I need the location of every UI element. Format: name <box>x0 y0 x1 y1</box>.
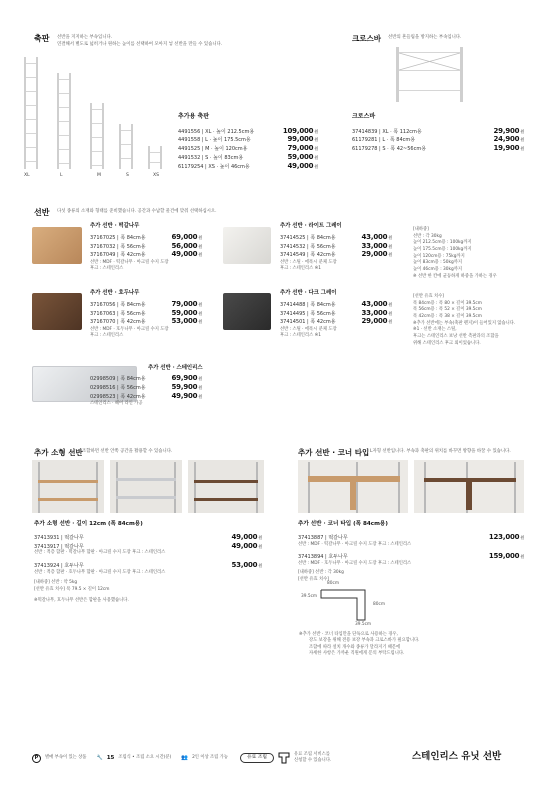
size-xs: XS <box>153 173 160 178</box>
size-l: L <box>60 173 63 178</box>
dim-top: 80cm <box>327 581 340 586</box>
table-row: 02998523 | 폭 42cm용 49,900원 <box>90 391 202 400</box>
oak-shelf-block: 추가 선반 · 떡갈나무 37167025 | 폭 84cm용 69,000원 37167032 | 폭 56cm용 56,000원 37167049 | 폭 42cm용 49,000원 선반 : MDF · 떡갈나무 · 아크릴 수지 도장 후크 : 스테인리스 <box>90 223 202 272</box>
table-row: 37167032 | 폭 56cm용 56,000원 <box>90 241 202 250</box>
oak-shelf-image <box>32 227 82 264</box>
stainless-price-table: 02998509 | 폭 84cm용 69,900원 02998516 | 폭 56cm용 59,900원 02998523 | 폭 42cm용 49,900원 스테인리스 · 헤어 라인 가공 <box>90 374 202 407</box>
walnut-shelf-block: 추가 선반 · 호두나무 37167056 | 폭 84cm용 79,000원 37167063 | 폭 56cm용 59,000원 37167070 | 폭 42cm용 53,000원 선반 : MDF · 호두나무 · 아크릴 수지 도장 후크 : 스테인리스 <box>90 290 202 339</box>
small-shelf-photo-3 <box>188 460 264 513</box>
dim-right: 80cm <box>373 602 386 607</box>
corner-shelf-table: 추가 선반 · 코너 타입 (폭 84cm용) 37413887 | 떡갈나무 123,000원 선반 : MDF · 떡갈나무 · 아크릴 수지 도장 후크 : 스테인리스 37413894 | 호두나무 159,000원 선반 : MDF · 호두나무 · 아크릴 수지 도장 후크 : 스테인리스 [내하중] 선반 : 각 30kg [선반 유효 치수] <box>298 521 524 582</box>
dim-left: 39.5cm <box>301 594 318 599</box>
small-shelf-photo-1 <box>32 460 104 513</box>
table-row: 61179278 | S · 폭 42~56cm용 19,900원 <box>352 144 524 152</box>
footer-people-label: 2인 이상 조립 가능 <box>192 755 228 761</box>
table-row: 02998509 | 폭 84cm용 69,900원 <box>90 374 202 382</box>
table-row: 61179281 | L · 폭 84cm용 24,900원 <box>352 135 524 144</box>
corner-shelf-subtitle: 추가 선반 · 코너 타입 (폭 84cm용) <box>298 521 388 527</box>
table-row: 37413917 | 떡갈나무 49,000원 <box>34 541 262 550</box>
table-row: 37167025 | 폭 84cm용 69,000원 <box>90 232 202 241</box>
post-table-title: 추가용 축판 <box>178 113 210 120</box>
table-row: 37414525 | 폭 84cm용 43,000원 <box>280 232 392 241</box>
paid-desc: 유료 조립 서비스를 신청할 수 있습니다. <box>294 752 332 764</box>
shelf-title: 선반 <box>34 208 50 217</box>
table-row: 4491556 | XL · 높이 212.5cm용 109,000원 <box>178 126 318 135</box>
dim-bottom: 39.5cm <box>355 622 372 627</box>
corner-notes: ※추가 선반 · 코너 타입만을 단독으로 사용하는 경우, 강도 보강을 위해 전용 보강 부속과 크로스바가 필요합니다. 조합에 따라 설치 개수와 종류가 달라지기 때문에 자세한 사항은 가까운 직원에게 문의 부탁드립니다. <box>299 632 420 657</box>
table-row: 37167056 | 폭 84cm용 79,000원 <box>90 299 202 308</box>
table-row: 37413887 | 떡갈나무 123,000원 <box>298 532 524 541</box>
wrench-icon: 🔧 <box>96 755 103 762</box>
assembly-time: 15 <box>106 755 115 761</box>
crossbar-table-title: 크로스바 <box>352 113 376 120</box>
load-spec: [내하중] 선반 : 각 30kg 높이 212.5cm용 : 100kg까지 높이 175.5cm용 : 100kg까지 높이 120cm용 : 75kg까지 높이 83cm용 : 50kg까지 높이 46cm용 : 30kg까지 ※ 선반 한 칸에 균등하게 하중을 가하는 경우 <box>413 227 497 279</box>
walnut-shelf-title: 추가 선반 · 호두나무 <box>90 290 140 296</box>
people-icon: 👥 <box>181 755 189 761</box>
table-row: 37414839 | XL · 폭 112cm용 29,900원 <box>352 126 524 135</box>
table-row: 37414501 | 폭 42cm용 29,000원 <box>280 317 392 326</box>
corner-shelf-title: 추가 선반 · 코너 타입 <box>298 448 370 457</box>
table-row: 37414549 | 폭 42cm용 29,000원 <box>280 250 392 259</box>
table-row: 4491558 | L · 높이 175.5cm용 99,000원 <box>178 135 318 144</box>
darkgray-shelf-image <box>223 293 271 330</box>
crossbar-price-table <box>352 113 524 153</box>
crossbar-desc: 선반의 흔들림을 방지하는 부속입니다. <box>388 35 462 40</box>
table-row: 37167049 | 폭 42cm용 49,000원 <box>90 250 202 259</box>
post-title: 축판 <box>34 34 50 43</box>
table-row: 37414488 | 폭 84cm용 43,000원 <box>280 299 392 308</box>
small-shelf-photo-2 <box>110 460 182 513</box>
oak-shelf-title: 추가 선반 · 떡갈나무 <box>90 223 140 229</box>
size-xl: XL <box>24 173 30 178</box>
hammer-icon <box>278 752 290 764</box>
small-shelf-desc: 조합하면 선반 안쪽 공간을 활용할 수 있습니다. <box>82 449 173 454</box>
table-row: 02998516 | 폭 56cm용 59,900원 <box>90 382 202 391</box>
table-row: 37413931 | 떡갈나무 49,000원 <box>34 532 262 541</box>
table-row: 4491525 | M · 높이 120cm용 79,000원 <box>178 144 318 152</box>
corner-shelf-photo-1 <box>298 460 408 513</box>
table-row: 37167063 | 폭 56cm용 59,000원 <box>90 308 202 317</box>
small-shelf-subtitle: 추가 소형 선반 · 길이 12cm (폭 84cm용) <box>34 521 143 527</box>
walnut-shelf-image <box>32 293 82 330</box>
post-desc-1: 선반을 지지하는 부속입니다. <box>57 35 113 40</box>
size-spec: [선반 유효 치수] 폭 84cm용 : 폭 80 × 길이 39.5cm 폭 56cm용 : 폭 52 × 길이 39.5cm 폭 42cm용 : 폭 38 × 길이 39.5cm ※추가 선반에는 부속(축판 펜지)이 들어있지 않습니다. ※1 · 선반 소재는 스틸, 후크는 스테인리스 보낭 선반 측판과의 조합을 위해 스테인리스 후크 외이었습니다. <box>413 294 516 346</box>
size-m: M <box>97 173 101 178</box>
lightgray-shelf-title: 추가 선반 · 라이트 그레이 <box>280 223 342 229</box>
corner-shelf-photo-2 <box>414 460 524 513</box>
footer-legend <box>32 752 331 765</box>
post-price-table <box>178 113 318 170</box>
lightgray-shelf-block: 추가 선반 · 라이트 그레이 37414525 | 폭 84cm용 43,000원 37414532 | 폭 56cm용 33,000원 37414549 | 폭 42cm용 29,000원 선반 : 스틸 · 에폭시 분체 도장 후크 : 스테인리스 ※1 <box>280 223 392 272</box>
footer-time-label: 조립식 • 조립 소요 시간(분) <box>118 755 172 761</box>
small-shelf-table: 추가 소형 선반 · 길이 12cm (폭 84cm용) 37413931 | 떡갈나무 49,000원 37413917 | 떡갈나무 49,000원 선반 : 적층 합판 · 떡갈나무 합판 · 아크릴 수지 도장 후크 : 스테인리스 37413924 | 호두나무 53,000원 선반 : 적층 합판 · 호두나무 합판 · 아크릴 수지 도장 후크 : 스테인리스 [내하중] 선반 : 약 5kg [선반 유효 치수] 폭 79.5 × 길이 12cm ※떡갈나무, 호두나무 선반은 합판을 사용했습니다. <box>34 521 262 603</box>
table-row: 37414532 | 폭 56cm용 33,000원 <box>280 241 392 250</box>
table-row: 4491532 | S · 높이 83cm용 59,000원 <box>178 152 318 161</box>
table-row: 61179254 | XS · 높이 46cm용 49,000원 <box>178 161 318 170</box>
shelf-desc: 다섯 종류의 소재와 형태를 준비했습니다. 공간과 수납할 물건에 맞춰 선택하십시오. <box>57 209 217 214</box>
p-icon: P <box>32 754 41 763</box>
brand-title: 스테인리스 유닛 선반 <box>412 751 502 762</box>
post-desc-2: 연결해서 별도로 넓히거나 원하는 높이를 선택하여 모아지 넣 선반을 만들 수 있습니다. <box>57 42 223 47</box>
corner-shelf-desc: L자형 선반입니다. 부속과 축판의 위치를 바꾸면 방향을 바꿀 수 있습니다. <box>370 449 511 454</box>
paid-assembly-button[interactable]: 유료 조립 <box>240 753 274 763</box>
stainless-shelf-title: 추가 선반 · 스테인리스 <box>148 365 203 371</box>
footer-p-label: 별매 부속이 있는 상품 <box>45 755 87 761</box>
table-row: 37167070 | 폭 42cm용 53,000원 <box>90 317 202 326</box>
table-row: 37413924 | 호두나무 53,000원 <box>34 560 262 569</box>
small-shelf-title: 추가 소형 선반 <box>34 448 83 457</box>
table-row: 37414495 | 폭 56cm용 33,000원 <box>280 308 392 317</box>
darkgray-shelf-title: 추가 선반 · 다크 그레이 <box>280 290 337 296</box>
darkgray-shelf-block: 추가 선반 · 다크 그레이 37414488 | 폭 84cm용 43,000원 37414495 | 폭 56cm용 33,000원 37414501 | 폭 42cm용 29,000원 선반 : 스틸 · 에폭시 분체 도장 후크 : 스테인리스 ※1 <box>280 290 392 339</box>
crossbar-title: 크로스바 <box>352 34 381 43</box>
lightgray-shelf-image <box>223 227 271 264</box>
table-row: 37413894 | 호두나무 159,000원 <box>298 552 524 561</box>
size-s: S <box>126 173 129 178</box>
